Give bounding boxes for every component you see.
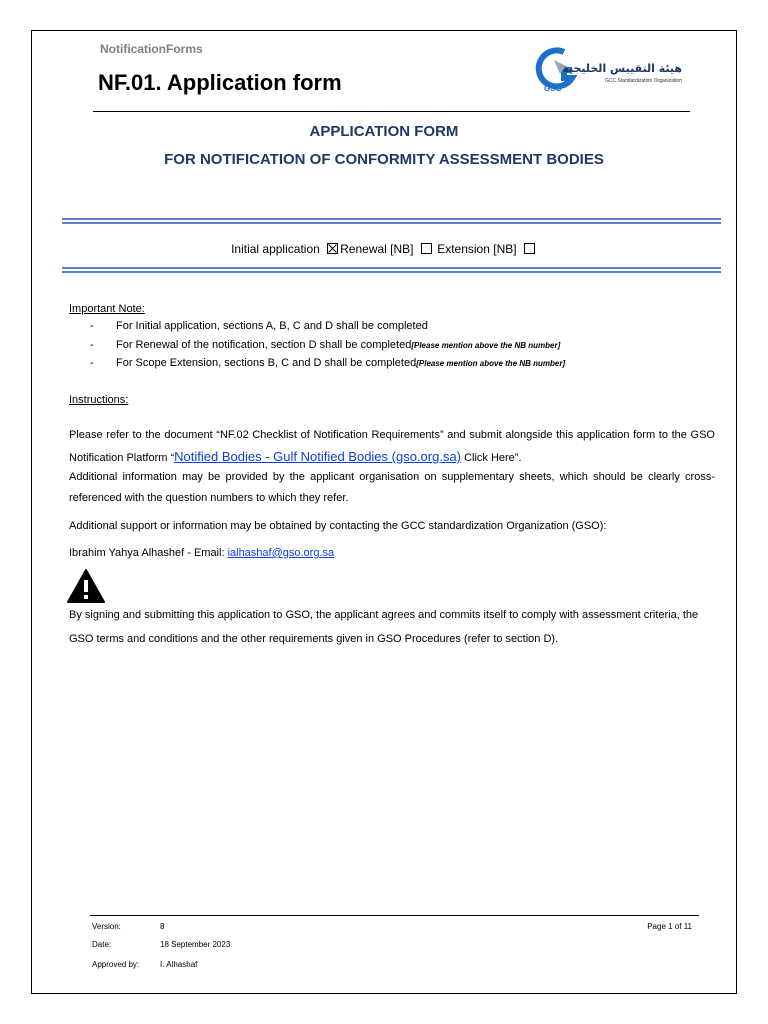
extension-checkbox[interactable]	[524, 243, 535, 254]
list-item: - For Scope Extension, sections B, C and D shall be completed[Please mention above the NB number]	[90, 357, 566, 369]
application-type-row	[0, 242, 768, 256]
header-small-title: NotificationForms	[100, 42, 203, 56]
renewal-checkbox[interactable]	[421, 243, 432, 254]
notified-bodies-link[interactable]: Notified Bodies - Gulf Notified Bodies (gso.org.sa)	[174, 449, 462, 464]
initial-application-label: Initial application	[231, 242, 320, 256]
page-title: NF.01. Application form	[98, 70, 342, 95]
logo-mark: GSO	[544, 84, 562, 93]
footer-approved-value: I. Alhashaf	[160, 960, 198, 969]
footer-approved-label: Approved by:	[92, 960, 140, 969]
contact-email-link[interactable]: ialhashaf@gso.org.sa	[227, 547, 335, 559]
page-border	[31, 30, 737, 994]
warning-triangle-icon	[66, 568, 106, 604]
contact-line	[69, 543, 715, 564]
note-item-text: For Initial application, sections A, B, C and D shall be completed	[116, 320, 428, 332]
footer-page-number: Page 1 of 11	[647, 922, 692, 931]
gso-logo	[534, 44, 694, 94]
initial-application-checkbox[interactable]	[327, 243, 338, 254]
signing-statement: By signing and submitting this application to GSO, the applicant agrees and commits itself to comply with assessment criteria, the GSO terms and conditions and the other requirements given in GSO Procedures (refer to section D).	[69, 609, 699, 645]
form-heading-line1: APPLICATION FORM	[309, 123, 459, 140]
list-item: - For Renewal of the notification, section D shall be completed[Please mention above the NB number]	[90, 339, 561, 351]
footer-date-value: 18 September 2023	[160, 940, 231, 949]
instructions-text: Click Here”.	[461, 452, 522, 464]
checklist-document-name: “NF.02 Checklist of Notification Requirements”	[216, 429, 444, 441]
instructions-heading: Instructions:	[69, 394, 129, 406]
footer-version-value: 8	[160, 922, 165, 931]
note-item-text: For Scope Extension, sections B, C and D shall be completed	[116, 357, 417, 369]
header-divider	[93, 111, 690, 112]
note-item-remark: [Please mention above the NB number]	[416, 359, 566, 368]
footer-date-label: Date:	[92, 940, 112, 949]
logo-english: GCC Standardization Organization	[605, 78, 682, 84]
instructions-text: Please refer to the document	[69, 429, 217, 441]
note-item-text: For Renewal of the notification, section D shall be completed	[116, 339, 412, 351]
logo-arabic: هيئة التقييس الخليجية	[562, 62, 682, 75]
extension-label: Extension [NB]	[437, 242, 517, 256]
instructions-paragraph-1	[69, 425, 715, 469]
form-heading-line2: FOR NOTIFICATION OF CONFORMITY ASSESSMENT BODIES	[164, 151, 604, 168]
list-item: - For Initial application, sections A, B, C and D shall be completed	[90, 320, 428, 332]
footer-divider	[90, 915, 699, 916]
renewal-label: Renewal [NB]	[340, 242, 414, 256]
footer-version-label: Version:	[92, 922, 121, 931]
instructions-text: and submit alongside this application form to the GSO Notification Platform “	[69, 429, 715, 464]
note-item-remark: [Please mention above the NB number]	[411, 341, 561, 350]
important-note-heading: Important Note:	[69, 303, 145, 315]
double-rule-bottom	[62, 267, 721, 274]
double-rule-top	[62, 218, 721, 225]
gso-logo-icon	[534, 44, 694, 94]
contact-name: Ibrahim Yahya Alhashef - Email:	[69, 547, 228, 559]
instructions-paragraph-3: Additional support or information may be obtained by contacting the GCC standardization Organization (GSO):	[69, 520, 607, 532]
instructions-paragraph-2: Additional information may be provided by the applicant organisation on supplementary sheets, which should be clearly cross-referenced with the question numbers to which they refer.	[69, 471, 715, 504]
